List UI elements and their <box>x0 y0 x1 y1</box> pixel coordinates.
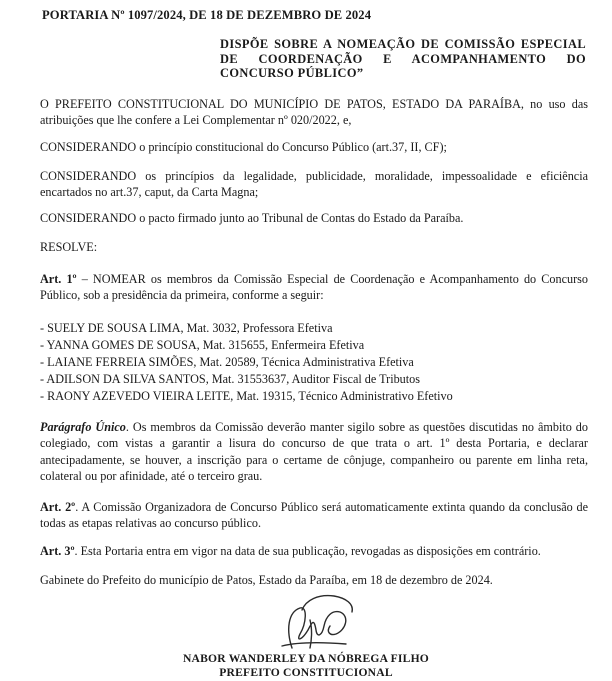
preamble-text: O PREFEITO CONSTITUCIONAL DO MUNICÍPIO DE PATOS, ESTADO DA PARAÍBA, no uso das atribuições que lhe confere a Lei Complementar nº 020/2022, e, <box>40 97 588 128</box>
member-item: - YANNA GOMES DE SOUSA, Mat. 315655, Enfermeira Efetiva <box>40 338 365 352</box>
article-1 <box>40 271 588 304</box>
article-3 <box>40 543 588 559</box>
paragrafo-unico-text: . Os membros da Comissão deverão manter sigilo sobre as questões discutidas no âmbito do colegiado, com vistas a garantir a lisura do concurso de que trata o art. 1º desta Portaria, e declarar antecipadamente, se houver, a inscrição para o certame de cônjuge, companheiro ou parente em linha reta, colateral ou por afinidade, até o terceiro grau. <box>40 420 588 484</box>
article-3-label: Art. 3º <box>40 544 75 558</box>
article-2 <box>40 499 588 532</box>
considerando-3: CONSIDERANDO o pacto firmado junto ao Tribunal de Contas do Estado da Paraíba. <box>40 211 464 225</box>
resolve-heading: RESOLVE: <box>40 240 98 254</box>
signer-role: PREFEITO CONSTITUCIONAL <box>219 666 393 679</box>
preamble-paragraph <box>40 96 588 129</box>
paragrafo-unico <box>40 419 588 485</box>
handwritten-signature <box>262 590 362 652</box>
signer-name: NABOR WANDERLEY DA NÓBREGA FILHO <box>182 652 430 665</box>
article-1-text: – NOMEAR os membros da Comissão Especial de Coordenação e Acompanhamento do Concurso Público, sob a presidência da primeira, conforme a seguir: <box>40 272 588 303</box>
article-2-label: Art. 2º <box>40 500 76 514</box>
member-item: - LAIANE FERREIA SIMÕES, Mat. 20589, Técnica Administrativa Efetiva <box>40 355 414 369</box>
considerando-1: CONSIDERANDO o princípio constitucional do Concurso Público (art.37, II, CF); <box>40 140 447 154</box>
considerando-2: CONSIDERANDO os princípios da legalidade, publicidade, moralidade, impessoalidade e eficiência encartados no art.37, caput, da Carta Magna; <box>40 169 588 200</box>
member-item: - SUELY DE SOUSA LIMA, Mat. 3032, Professora Efetiva <box>40 321 333 335</box>
article-1-label: Art. 1º <box>40 272 77 286</box>
closing-line: Gabinete do Prefeito do município de Patos, Estado da Paraíba, em 18 de dezembro de 2024. <box>40 573 493 587</box>
member-item: - RAONY AZEVEDO VIEIRA LEITE, Mat. 19315, Técnico Administrativo Efetivo <box>40 389 453 403</box>
paragrafo-unico-label: Parágrafo Único <box>40 420 126 434</box>
article-3-text: . Esta Portaria entra em vigor na data de sua publicação, revogadas as disposições em contrário. <box>74 544 541 558</box>
ementa: DISPÕE SOBRE A NOMEAÇÃO DE COMISSÃO ESPECIAL DE COORDENAÇÃO E ACOMPANHAMENTO DO CONCURSO PÚBLICO” <box>220 37 586 80</box>
article-2-text: . A Comissão Organizadora de Concurso Público será automaticamente extinta quando da conclusão de todas as etapas relativas ao concurso público. <box>40 500 588 531</box>
document-title: PORTARIA Nº 1097/2024, DE 18 DE DEZEMBRO DE 2024 <box>42 8 372 22</box>
member-item: - ADILSON DA SILVA SANTOS, Mat. 31553637, Auditor Fiscal de Tributos <box>40 372 421 386</box>
